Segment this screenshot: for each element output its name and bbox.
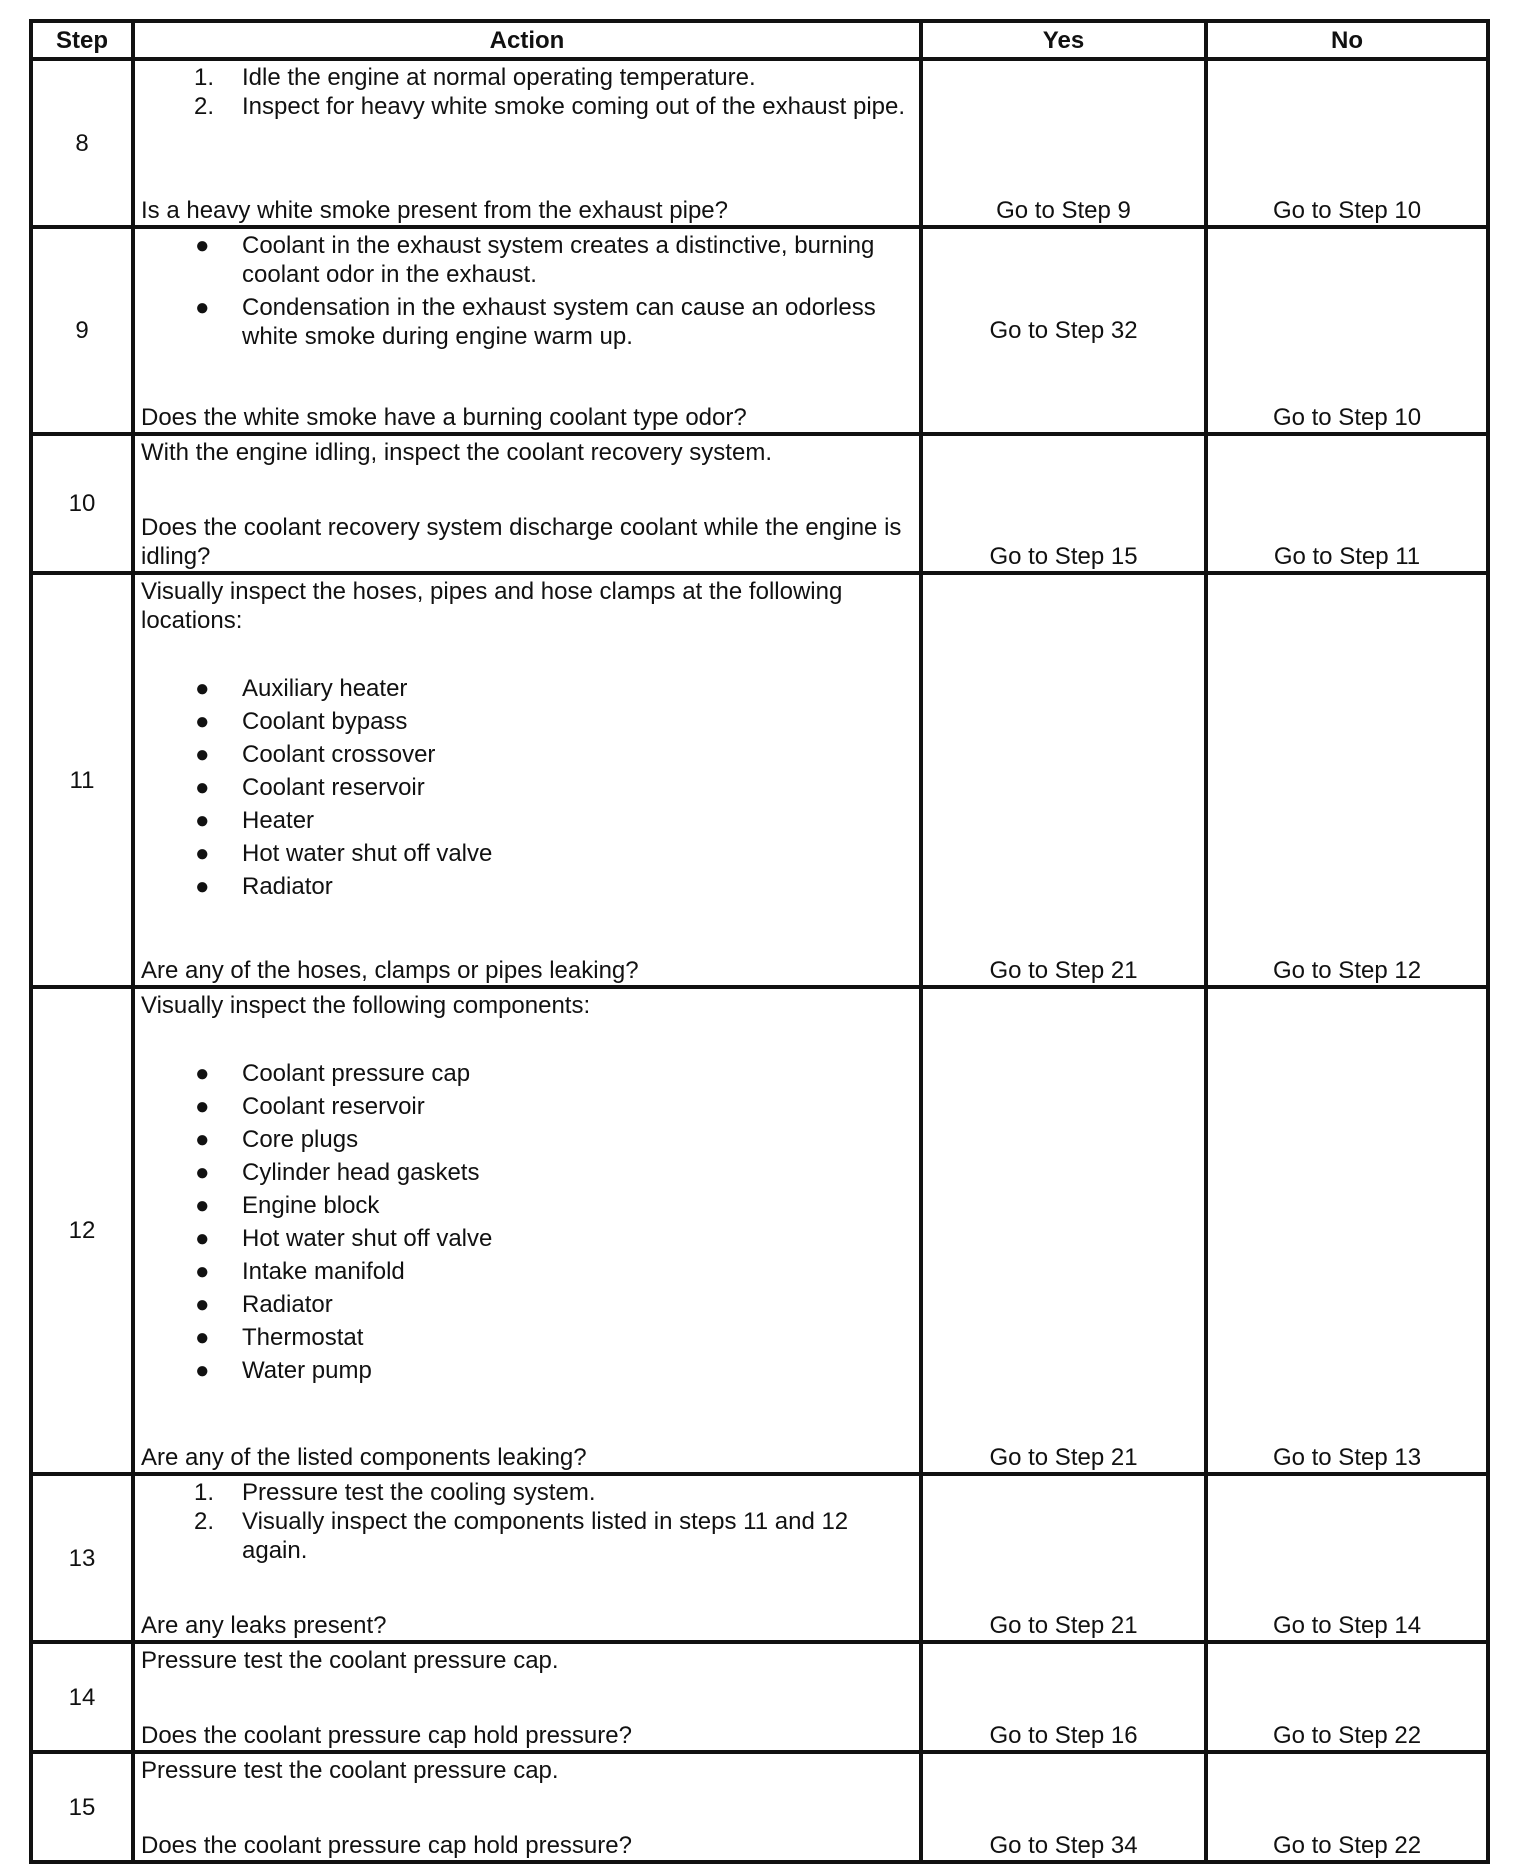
list-item [141, 1191, 915, 1220]
intro-text: Visually inspect the hoses, pipes and hose clamps at the following locations: [141, 578, 843, 634]
step-row-15 [31, 1752, 1488, 1862]
list-text: Coolant pressure cap [242, 1060, 471, 1087]
list-item [141, 1507, 915, 1565]
list-text: Idle the engine at normal operating temperature. [242, 64, 756, 91]
intro-text: Pressure test the coolant pressure cap. [141, 1757, 559, 1784]
bullet-icon: ● [195, 1357, 210, 1384]
list-item [141, 1356, 915, 1385]
bullet-list [141, 231, 915, 355]
question-text: Is a heavy white smoke present from the exhaust pipe? [141, 197, 728, 224]
bullet-list [141, 1059, 915, 1385]
numbered-list [141, 63, 915, 121]
action-cell [133, 434, 921, 573]
step-row-12 [31, 987, 1488, 1474]
list-text: Water pump [242, 1357, 372, 1384]
bullet-icon: ● [195, 741, 210, 768]
question-text: Does the coolant recovery system discharge coolant while the engine is idling? [141, 514, 902, 570]
step-number: 14 [31, 1642, 133, 1752]
question-text: Does the coolant pressure cap hold pressure? [141, 1832, 632, 1859]
list-item [141, 707, 915, 736]
list-item [141, 1323, 915, 1352]
no-cell: Go to Step 11 [1206, 434, 1488, 573]
step-number: 15 [31, 1752, 133, 1862]
bullet-icon: ● [195, 807, 210, 834]
list-item [141, 1290, 915, 1319]
no-cell: Go to Step 22 [1206, 1642, 1488, 1752]
bullet-icon: ● [195, 873, 210, 900]
list-item [141, 1092, 915, 1121]
list-text: Heater [242, 807, 315, 834]
list-number: 1. [194, 1479, 215, 1506]
list-item [141, 1158, 915, 1187]
bullet-icon: ● [195, 708, 210, 735]
step-row-10 [31, 434, 1488, 573]
bullet-icon: ● [195, 1126, 210, 1153]
list-number: 2. [194, 93, 215, 120]
list-text: Coolant in the exhaust system creates a distinctive, burning coolant odor in the exhaust. [242, 232, 875, 288]
question-text: Does the coolant pressure cap hold pressure? [141, 1722, 632, 1749]
bullet-icon: ● [195, 774, 210, 801]
bullet-icon: ● [195, 1093, 210, 1120]
bullet-icon: ● [195, 294, 210, 321]
list-text: Radiator [242, 873, 333, 900]
list-item [141, 773, 915, 802]
bullet-icon: ● [195, 1225, 210, 1252]
list-item [141, 674, 915, 703]
list-item [141, 92, 915, 121]
bullet-icon: ● [195, 675, 210, 702]
list-item [141, 872, 915, 901]
yes-cell: Go to Step 21 [921, 1474, 1206, 1642]
step-number: 10 [31, 434, 133, 573]
action-cell [133, 227, 921, 434]
list-item [141, 231, 915, 289]
list-text: Pressure test the cooling system. [242, 1479, 596, 1506]
yes-cell: Go to Step 32 [921, 227, 1206, 434]
list-text: Thermostat [242, 1324, 364, 1351]
step-number: 8 [31, 59, 133, 227]
diagnostic-table [29, 19, 1490, 1864]
action-cell [133, 1752, 921, 1862]
list-item [141, 1125, 915, 1154]
list-text: Intake manifold [242, 1258, 405, 1285]
yes-cell: Go to Step 21 [921, 987, 1206, 1474]
list-text: Coolant bypass [242, 708, 408, 735]
intro-text: Visually inspect the following components: [141, 992, 591, 1019]
list-text: Coolant reservoir [242, 1093, 425, 1120]
header-no: No [1206, 21, 1488, 59]
question-text: Are any of the hoses, clamps or pipes leaking? [141, 957, 639, 984]
list-text: Core plugs [242, 1126, 359, 1153]
header-step: Step [31, 21, 133, 59]
intro-text: With the engine idling, inspect the coolant recovery system. [141, 439, 772, 466]
list-item [141, 839, 915, 868]
question-text: Are any leaks present? [141, 1612, 387, 1639]
step-number: 12 [31, 987, 133, 1474]
no-cell: Go to Step 10 [1206, 227, 1488, 434]
bullet-icon: ● [195, 1291, 210, 1318]
list-number: 2. [194, 1508, 215, 1535]
step-row-14 [31, 1642, 1488, 1752]
step-number: 13 [31, 1474, 133, 1642]
list-item [141, 63, 915, 92]
no-cell: Go to Step 12 [1206, 573, 1488, 987]
list-text: Visually inspect the components listed in steps 11 and 12 again. [242, 1508, 849, 1564]
step-row-8 [31, 59, 1488, 227]
bullet-icon: ● [195, 1159, 210, 1186]
list-text: Condensation in the exhaust system can cause an odorless white smoke during engine warm up. [242, 294, 876, 350]
list-text: Cylinder head gaskets [242, 1159, 480, 1186]
header-yes: Yes [921, 21, 1206, 59]
list-item [141, 1224, 915, 1253]
no-cell: Go to Step 22 [1206, 1752, 1488, 1862]
list-text: Engine block [242, 1192, 380, 1219]
bullet-icon: ● [195, 1192, 210, 1219]
list-text: Coolant crossover [242, 741, 436, 768]
list-item [141, 1257, 915, 1286]
action-cell [133, 987, 921, 1474]
list-item [141, 806, 915, 835]
yes-cell: Go to Step 9 [921, 59, 1206, 227]
no-cell: Go to Step 13 [1206, 987, 1488, 1474]
yes-cell: Go to Step 15 [921, 434, 1206, 573]
list-text: Hot water shut off valve [242, 1225, 493, 1252]
header-row [31, 21, 1488, 59]
action-cell [133, 573, 921, 987]
action-cell [133, 1642, 921, 1752]
list-item [141, 1478, 915, 1507]
header-action: Action [133, 21, 921, 59]
step-number: 11 [31, 573, 133, 987]
question-text: Does the white smoke have a burning coolant type odor? [141, 404, 747, 431]
yes-cell: Go to Step 21 [921, 573, 1206, 987]
action-cell [133, 59, 921, 227]
list-item [141, 1059, 915, 1088]
action-cell [133, 1474, 921, 1642]
step-row-13 [31, 1474, 1488, 1642]
bullet-icon: ● [195, 232, 210, 259]
list-text: Inspect for heavy white smoke coming out of the exhaust pipe. [242, 93, 906, 120]
step-row-11 [31, 573, 1488, 987]
step-row-9 [31, 227, 1488, 434]
bullet-icon: ● [195, 840, 210, 867]
list-text: Radiator [242, 1291, 333, 1318]
bullet-icon: ● [195, 1060, 210, 1087]
list-text: Hot water shut off valve [242, 840, 493, 867]
question-text: Are any of the listed components leaking? [141, 1444, 587, 1471]
no-cell: Go to Step 14 [1206, 1474, 1488, 1642]
bullet-icon: ● [195, 1258, 210, 1285]
bullet-icon: ● [195, 1324, 210, 1351]
list-number: 1. [194, 64, 215, 91]
intro-text: Pressure test the coolant pressure cap. [141, 1647, 559, 1674]
yes-cell: Go to Step 34 [921, 1752, 1206, 1862]
step-number: 9 [31, 227, 133, 434]
yes-cell: Go to Step 16 [921, 1642, 1206, 1752]
numbered-list [141, 1478, 915, 1565]
list-text: Coolant reservoir [242, 774, 425, 801]
list-item [141, 293, 915, 351]
list-item [141, 740, 915, 769]
list-text: Auxiliary heater [242, 675, 408, 702]
no-cell: Go to Step 10 [1206, 59, 1488, 227]
bullet-list [141, 674, 915, 901]
